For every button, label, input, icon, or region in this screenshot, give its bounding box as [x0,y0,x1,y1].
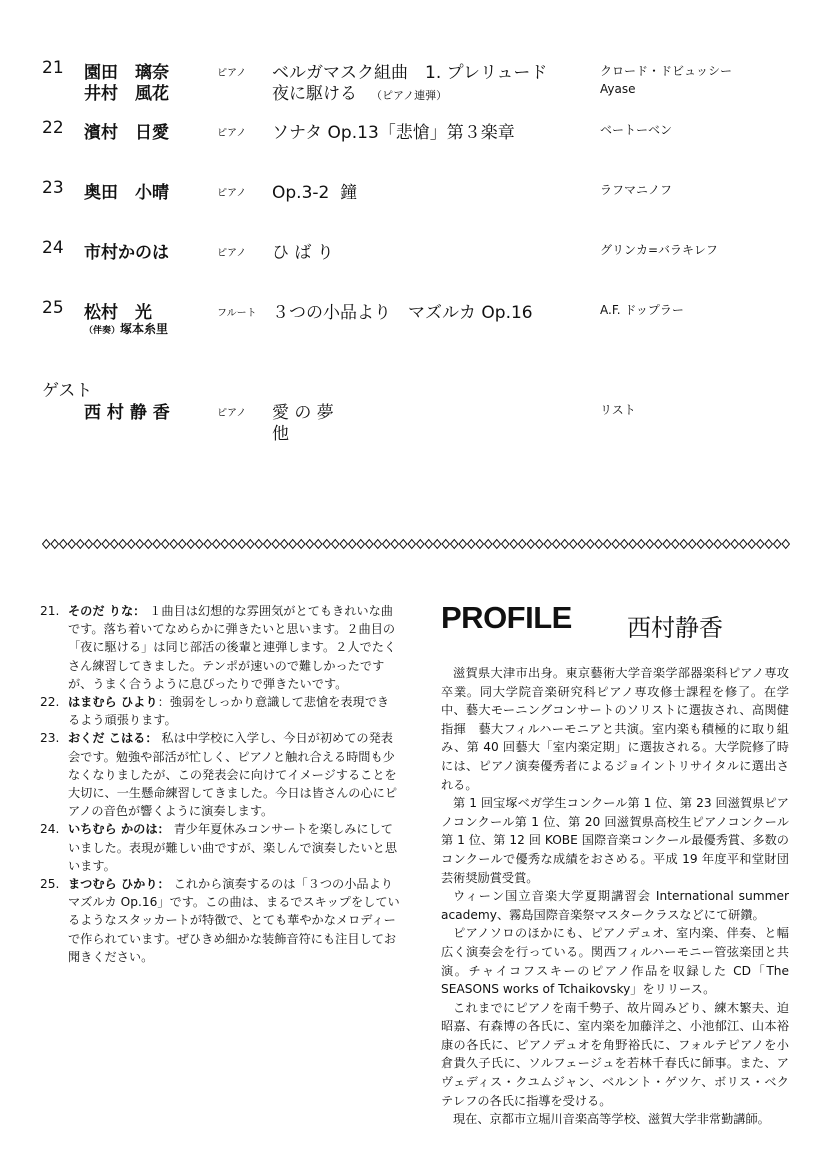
program-row [0,58,827,108]
piece-title: 愛 の 夢 [272,403,334,423]
comment-author: おくだ こはる： [68,731,158,746]
comment-author: そのだ りな： [68,604,146,618]
composer: ベートーベン [600,123,673,137]
performer-name: 松村 光 [84,303,152,323]
program-row [0,118,827,168]
piece-title: ベルガマスク組曲 1. プレリュード [272,63,548,83]
performer-name-2: 井村 風花 [84,84,169,104]
piece-title: ひ ば り [272,243,334,263]
program-number: 25 [42,298,64,318]
profile-paragraph: 現在、京都市立堀川音楽高等学校、滋賀大学非常勤講師。 [453,1112,770,1127]
guest-name: 西 村 静 香 [84,403,170,423]
piece-title-2: 夜に駆ける （ピアノ連弾） [272,84,448,104]
composer: クロード・ドビュッシー [600,64,733,78]
piece-note: （ピアノ連弾） [371,89,448,102]
piece-title-2: 他 [272,424,289,444]
performer-name: 園田 璃奈 [84,63,169,83]
comment-number: 22. [40,695,60,710]
comment-item [40,602,400,693]
instrument: フルート [217,308,257,319]
comment-text: 青少年夏休みコンサートを楽しみにしていました。表現が難しい曲ですが、楽しんで演奏したいと思います。 [68,822,398,873]
instrument: ピアノ [217,248,247,259]
profile-paragraph: ウィーン国立音楽大学夏期講習会 International summer academy、霧島国際音楽祭マスタークラスなどにて研鑽。 [441,889,789,922]
comment-author: まつむら ひかり： [68,877,170,892]
comment-number: 21. [40,604,60,618]
profile-title: PROFILE [441,600,572,635]
performer-comments [40,602,400,966]
performer-name: 濱村 日愛 [84,123,169,143]
piece-title: ソナタ Op.13「悲愴」第３楽章 [272,123,515,143]
comment-item [40,875,400,966]
composer: ラフマニノフ [600,183,673,197]
composer-2: Ayase [600,82,636,96]
performer-name: 市村かのは [84,243,169,263]
profile-header [441,600,801,644]
comment-text: 私は中学校に入学し、今日が初めての発表会です。勉強や部活が忙しく、ピアノと触れ合える時間も少なくなりましたが、この発表会に向けてイメージすることを大切に、一生懸命練習してきました。今日は皆さんの心にピアノの音色が響くように演奏します。 [68,731,398,819]
profile-paragraph: ピアノソロのほかにも、ピアノデュオ、室内楽、伴奏、と幅広く演奏会を行っている。関西フィルハーモニー管弦楽団と共演。チャイコフスキーのピアノ作品を収録した CD「The SEASONS works of Tchaikovsky」をリリース。 [441,926,789,997]
comment-text: １曲目は幻想的な雰囲気がとてもきれいな曲です。落ち着いてなめらかに弾きたいと思います。２曲目の「夜に駆ける」は同じ部活の後輩と連弾します。２人でたくさん練習してきました。テンポが速いので難しかったですが、うまく合うように息ぴったりで弾きたいです。 [68,604,397,691]
comment-item [40,693,400,729]
composer: A.F. ドップラー [600,303,684,317]
profile-paragraph: 滋賀県大津市出身。東京藝術大学音楽学部器楽科ピアノ専攻卒業。同大学院音楽研究科ピアノ専攻修士課程を修了。在学中、藝大モーニングコンサートのソリストに選抜され、高関健指揮 藝大フィルハーモニアと共演。室内楽も積極的に取り組み、第 40 回藝大「室内楽定期」に選抜される。大学院修了時には、ピアノ演奏優秀者によるジョイントリサイタルに選出される。 [441,666,789,792]
accompanist-prefix: （伴奏） [84,326,121,336]
comment-item [40,820,400,875]
piece-title: ３つの小品より マズルカ Op.16 [272,303,533,323]
diamond-divider [42,538,790,550]
profile-paragraph: 第 1 回宝塚ベガ学生コンクール第 1 位、第 23 回滋賀県ピアノコンクール第 1 位、第 20 回滋賀県高校生ピアノコンクール第 1 位、第 12 回 KOBE 国際音楽コンクール最優秀賞、多数のコンクールで優秀な成績をおさめる。平成 19 年度平和堂財団芸術奨励賞受賞。 [441,796,789,885]
comment-text: ：強弱をしっかり意識して悲愴を表現できるよう頑張ります。 [68,695,390,728]
comment-number: 23. [40,731,60,746]
comment-number: 25. [40,877,60,892]
instrument: ピアノ [217,68,247,79]
comment-item [40,729,400,820]
program-row [0,238,827,288]
instrument: ピアノ [217,128,247,139]
guest-row [0,398,827,448]
comment-author: はまむら ひより [68,695,158,710]
profile-paragraph: これまでにピアノを南千勢子、故片岡みどり、練木繁夫、迫昭嘉、有森博の各氏に、室内楽を加藤洋之、小池郁江、山本裕康の各氏に、ピアノデュオを角野裕氏に、フォルテピアノを小倉貴久子氏に、ソルフェージュを若林千春氏に師事。また、アヴェディス・クユムジャン、ベルント・ゲツケ、ボリス・ベクテレフの各氏に指導を受ける。 [441,1000,789,1108]
profile-name: 西村静香 [627,614,723,642]
program-number: 23 [42,178,64,198]
instrument: ピアノ [217,188,247,199]
comment-author: いちむら かのは： [68,822,170,837]
profile-body [441,664,789,1129]
comment-text: これから演奏するのは「３つの小品より マズルカ Op.16」です。この曲は、まるでスキップをしているようなスタッカートが特徴で、とても華やかなメロディーで作られています。ぜひきめ細かな装飾音符にも注目してお聞きください。 [68,877,400,964]
program-number: 22 [42,118,64,138]
guest-label: ゲスト [42,381,93,401]
accompanist: （伴奏）塚本糸里 [84,322,169,336]
instrument: ピアノ [217,408,247,419]
composer: グリンカ=バラキレフ [600,243,718,257]
comment-number: 24. [40,822,60,837]
performer-name: 奥田 小晴 [84,183,169,203]
program-number: 21 [42,58,64,78]
composer: リスト [600,403,636,417]
program-row [0,298,827,348]
piece-title: Op.3-2 鐘 [272,183,358,203]
program-number: 24 [42,238,64,258]
program-row [0,178,827,228]
